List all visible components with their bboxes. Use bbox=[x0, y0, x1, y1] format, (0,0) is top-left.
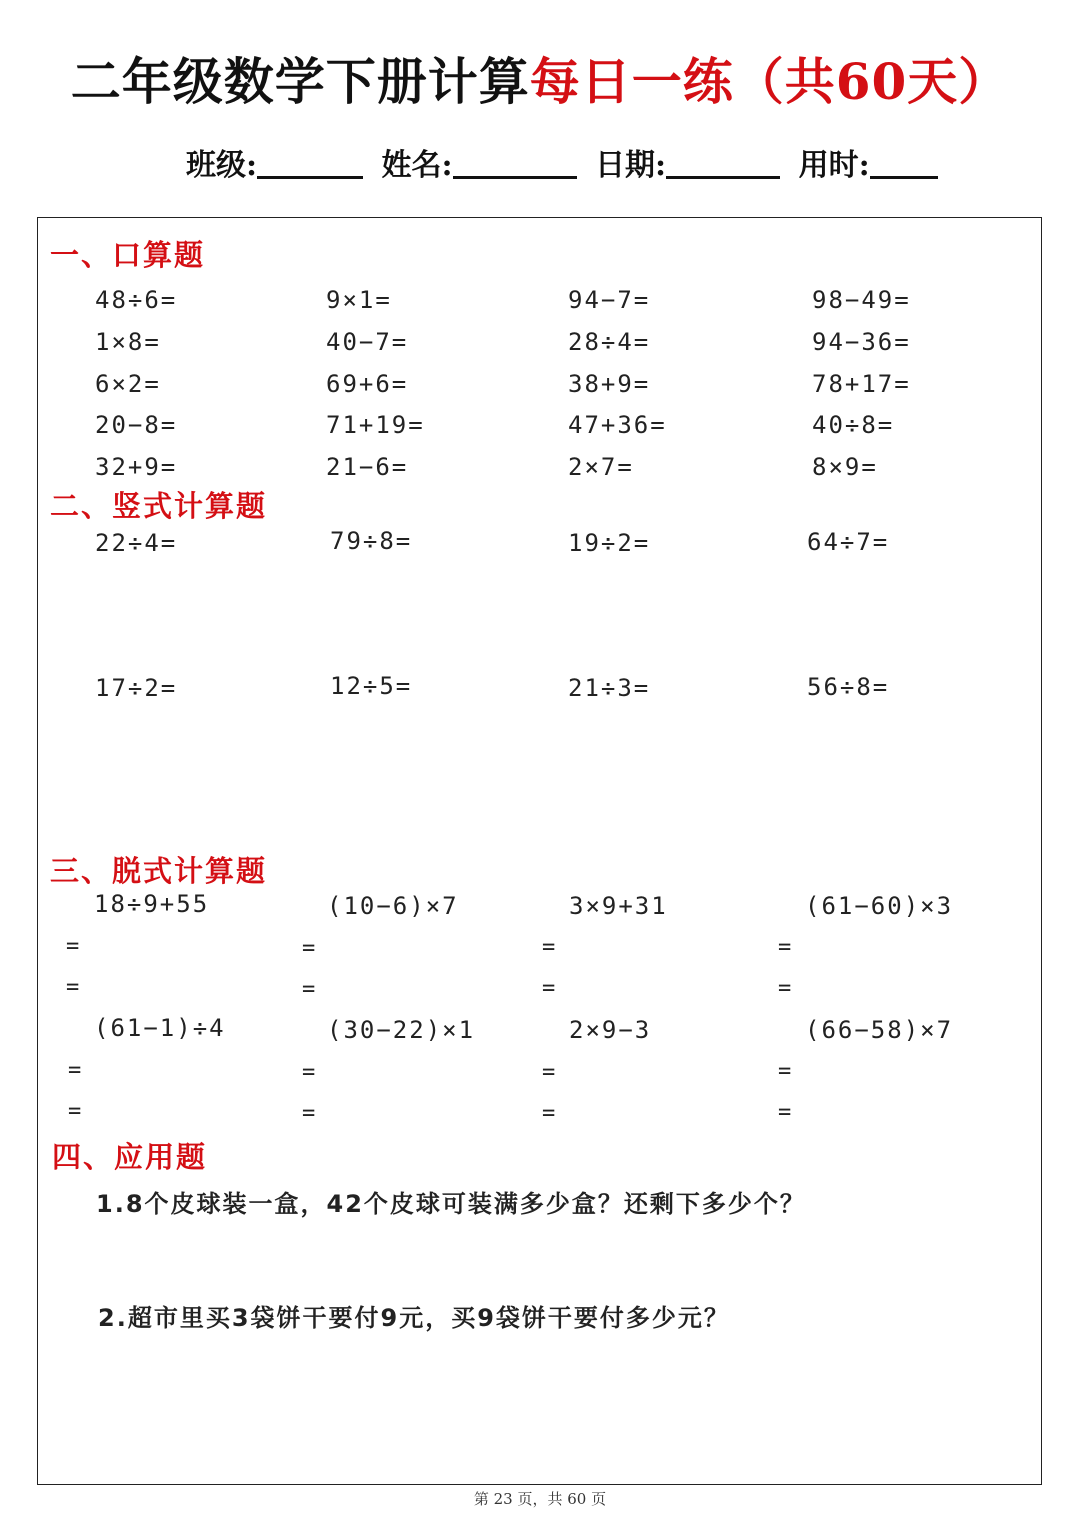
equals-sign: = bbox=[542, 976, 556, 1001]
name-blank[interactable] bbox=[453, 146, 577, 179]
time-blank[interactable] bbox=[870, 146, 938, 179]
vertical-problem: 22÷4= bbox=[95, 529, 178, 557]
equals-sign: = bbox=[302, 1101, 316, 1126]
word-problem: 1.8个皮球装一盒，42个皮球可装满多少盒？还剩下多少个？ bbox=[96, 1190, 806, 1218]
equals-sign: = bbox=[66, 975, 80, 1000]
date-blank[interactable] bbox=[666, 146, 780, 179]
equals-sign: = bbox=[542, 1060, 556, 1085]
class-blank[interactable] bbox=[257, 146, 363, 179]
mental-problem: 40−7= bbox=[326, 328, 409, 356]
mental-problem: 71+19= bbox=[326, 411, 425, 439]
stepwise-problem: 3×9+31 bbox=[569, 892, 668, 920]
vertical-problem: 56÷8= bbox=[807, 673, 890, 701]
title-main: 二年级数学下册计算 bbox=[70, 52, 530, 111]
page-title bbox=[0, 42, 1080, 114]
mental-problem: 2×7= bbox=[568, 453, 634, 481]
equals-sign: = bbox=[302, 1060, 316, 1085]
equals-sign: = bbox=[68, 1099, 82, 1124]
mental-problem: 78+17= bbox=[812, 370, 911, 398]
vertical-problem: 19÷2= bbox=[568, 529, 651, 557]
section3-heading: 三、脱式计算题 bbox=[50, 854, 268, 888]
mental-problem: 28÷4= bbox=[568, 328, 651, 356]
stepwise-problem: (66−58)×7 bbox=[805, 1016, 954, 1044]
vertical-problem: 21÷3= bbox=[568, 674, 651, 702]
mental-problem: 40÷8= bbox=[812, 411, 895, 439]
equals-sign: = bbox=[542, 1101, 556, 1126]
stepwise-problem: (30−22)×1 bbox=[327, 1016, 476, 1044]
stepwise-problem: (10−6)×7 bbox=[327, 892, 459, 920]
equals-sign: = bbox=[778, 1059, 792, 1084]
mental-problem: 98−49= bbox=[812, 286, 911, 314]
class-label: 班级: bbox=[186, 148, 258, 183]
student-info-row bbox=[186, 140, 946, 184]
equals-sign: = bbox=[302, 977, 316, 1002]
equals-sign: = bbox=[542, 935, 556, 960]
stepwise-problem: 2×9−3 bbox=[569, 1016, 652, 1044]
vertical-problem: 17÷2= bbox=[95, 674, 178, 702]
time-label: 用时: bbox=[798, 148, 870, 183]
vertical-problem: 79÷8= bbox=[330, 527, 413, 555]
equals-sign: = bbox=[778, 935, 792, 960]
vertical-problem: 12÷5= bbox=[330, 672, 413, 700]
mental-problem: 6×2= bbox=[95, 370, 161, 398]
equals-sign: = bbox=[778, 976, 792, 1001]
equals-sign: = bbox=[68, 1058, 82, 1083]
stepwise-problem: (61−60)×3 bbox=[805, 892, 954, 920]
mental-problem: 1×8= bbox=[95, 328, 161, 356]
stepwise-problem: (61−1)÷4 bbox=[94, 1014, 226, 1042]
date-label: 日期: bbox=[595, 148, 667, 183]
stepwise-problem: 18÷9+55 bbox=[94, 890, 210, 918]
word-problem: 2.超市里买3袋饼干要付9元，买9袋饼干要付多少元？ bbox=[98, 1304, 730, 1332]
mental-problem: 48÷6= bbox=[95, 286, 178, 314]
equals-sign: = bbox=[778, 1100, 792, 1125]
equals-sign: = bbox=[66, 934, 80, 959]
equals-sign: = bbox=[302, 936, 316, 961]
page-footer: 第 23 页，共 60 页 bbox=[473, 1490, 607, 1508]
mental-problem: 69+6= bbox=[326, 370, 409, 398]
section1-heading: 一、口算题 bbox=[50, 238, 206, 272]
section2-heading: 二、竖式计算题 bbox=[50, 489, 268, 523]
mental-problem: 47+36= bbox=[568, 411, 667, 439]
mental-problem: 38+9= bbox=[568, 370, 651, 398]
mental-problem: 8×9= bbox=[812, 453, 878, 481]
vertical-problem: 64÷7= bbox=[807, 528, 890, 556]
section4-heading: 四、应用题 bbox=[52, 1140, 208, 1174]
mental-problem: 21−6= bbox=[326, 453, 409, 481]
mental-problem: 20−8= bbox=[95, 411, 178, 439]
mental-problem: 94−7= bbox=[568, 286, 651, 314]
name-label: 姓名: bbox=[381, 148, 453, 183]
mental-problem: 32+9= bbox=[95, 453, 178, 481]
title-highlight: 每日一练（共60天） bbox=[529, 52, 1010, 111]
mental-problem: 94−36= bbox=[812, 328, 911, 356]
mental-problem: 9×1= bbox=[326, 286, 392, 314]
